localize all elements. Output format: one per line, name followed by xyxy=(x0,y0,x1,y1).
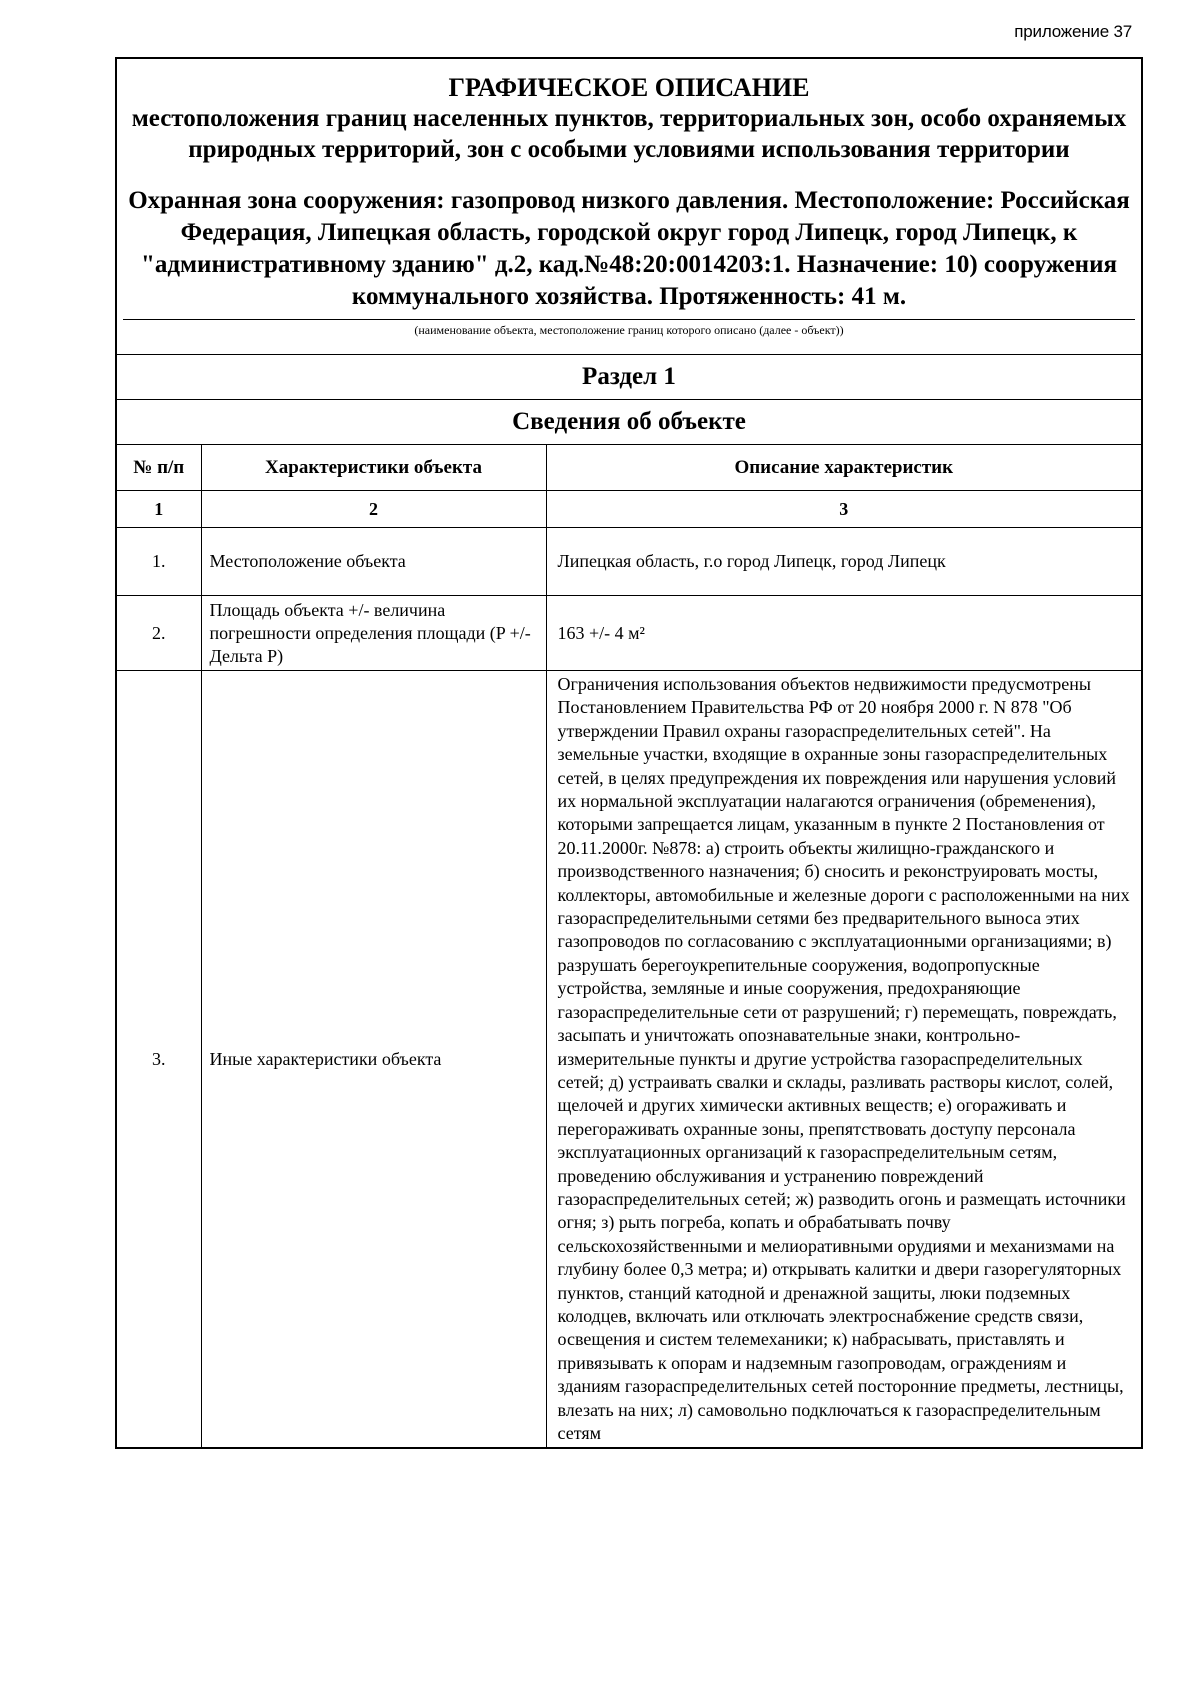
header-block xyxy=(117,59,1141,355)
object-info-table xyxy=(117,445,1141,1447)
column-index: 2 xyxy=(201,491,546,528)
header-number: № п/п xyxy=(117,445,201,491)
document-title: ГРАФИЧЕСКОЕ ОПИСАНИЕ xyxy=(448,73,810,102)
row-number: 3. xyxy=(117,671,201,1448)
column-index: 3 xyxy=(546,491,1141,528)
row-description: 163 +/- 4 м² xyxy=(546,596,1141,671)
header-description: Описание характеристик xyxy=(546,445,1141,491)
object-name: Охранная зона сооружения: газопровод низкого давления. Местоположение: Российская Федерация, Липецкая область, городской округ город Липецк, город Липецк, к "административному зданию" д.2, кад.№48:20:0014203:1. Назначение: 10) сооружения коммунального хозяйства. Протяженность: 41 м. xyxy=(128,187,1130,310)
table-row xyxy=(117,671,1141,1448)
column-index: 1 xyxy=(117,491,201,528)
table-row xyxy=(117,528,1141,596)
row-characteristic: Иные характеристики объекта xyxy=(201,671,546,1448)
row-description: Ограничения использования объектов недвижимости предусмотрены Постановлением Правительства РФ от 20 ноября 2000 г. N 878 "Об утверждении Правил охраны газораспределительных сетей". На земельные участки, входящие в охранные зоны газораспределительных сетей, в целях предупреждения их повреждения или нарушения условий их нормальной эксплуатации налагаются ограничения (обременения), которыми запрещается лицам, указанным в пункте 2 Постановления от 20.11.2000г. №878: а) строить объекты жилищно-гражданского и производственного назначения; б) сносить и реконструировать мосты, коллекторы, автомобильные и железные дороги с расположенными на них газораспределительными сетями без предварительного выноса этих газопроводов по согласованию с эксплуатационными организациями; в) разрушать берегоукрепительные сооружения, водопропускные устройства, земляные и иные сооружения, предохраняющие газораспределительные сети от разрушений; г) перемещать, повреждать, засыпать и уничтожать опознавательные знаки, контрольно-измерительные пункты и другие устройства газораспределительных сетей; д) устраивать свалки и склады, разливать растворы кислот, солей, щелочей и других химически активных веществ; е) огораживать и перегораживать охранные зоны, препятствовать доступу персонала эксплуатационных организаций к газораспределительным сетям, проведению обслуживания и устранению повреждений газораспределительных сетей; ж) разводить огонь и размещать источники огня; з) рыть погреба, копать и обрабатывать почву сельскохозяйственными и мелиоративными орудиями и механизмами на глубину более 0,3 метра; и) открывать калитки и двери газорегуляторных пунктов, станций катодной и дренажной защиты, люки подземных колодцев, включать или отключать электроснабжение средств связи, освещения и систем телемеханики; к) набрасывать, приставлять и привязывать к опорам и надземным газопроводам, ограждениям и зданиям газораспределительных сетей посторонние предметы, лестницы, влезать на них; л) самовольно подключаться к газораспределительным сетям xyxy=(546,671,1141,1448)
document-sheet xyxy=(115,57,1143,1449)
header-characteristic: Характеристики объекта xyxy=(201,445,546,491)
column-index-row xyxy=(117,491,1141,528)
row-description: Липецкая область, г.о город Липецк, город Липецк xyxy=(546,528,1141,596)
section-subtitle: Сведения об объекте xyxy=(117,400,1141,445)
row-number: 2. xyxy=(117,596,201,671)
section-title: Раздел 1 xyxy=(117,355,1141,400)
row-characteristic: Местоположение объекта xyxy=(201,528,546,596)
object-caption: (наименование объекта, местоположение границ которого описано (далее - объект)) xyxy=(123,319,1135,354)
row-number: 1. xyxy=(117,528,201,596)
document-subtitle: местоположения границ населенных пунктов, территориальных зон, особо охраняемых природных территорий, зон с особыми условиями использования территории xyxy=(131,105,1127,163)
row-characteristic: Площадь объекта +/- величина погрешности определения площади (P +/- Дельта P) xyxy=(201,596,546,671)
table-header-row xyxy=(117,445,1141,491)
table-row xyxy=(117,596,1141,671)
appendix-label: приложение 37 xyxy=(1014,22,1132,41)
